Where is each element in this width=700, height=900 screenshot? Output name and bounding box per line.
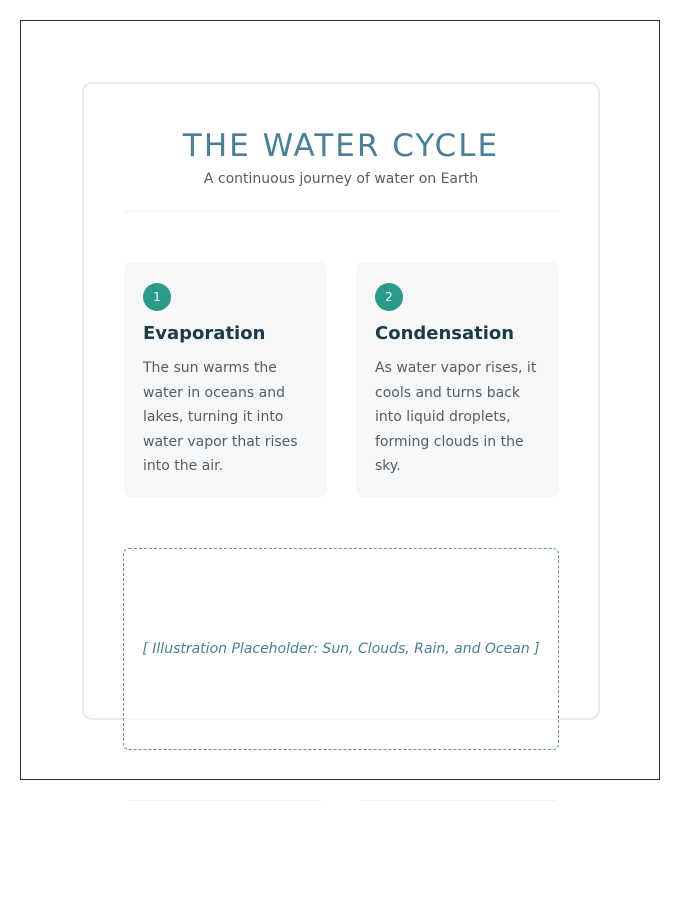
step-number-badge: 2 [375, 283, 403, 311]
step-description: As water vapor rises, it cools and turns back into liquid droplets, forming clouds in the sky. [375, 360, 537, 474]
step-title: Evaporation [143, 323, 266, 344]
step-description: The sun warms the water in oceans and lakes, turning it into water vapor that rises into the air. [143, 360, 298, 474]
header-divider [124, 211, 558, 212]
step-card-evaporation [124, 262, 327, 497]
step-number-badge: 1 [143, 283, 171, 311]
illustration-placeholder-text: [ Illustration Placeholder: Sun, Clouds, Rain, and Ocean ] [142, 641, 540, 657]
step-title: Condensation [375, 323, 515, 344]
step-card-condensation [356, 262, 559, 497]
page-subtitle: A continuous journey of water on Earth [203, 171, 479, 187]
illustration-placeholder [123, 548, 559, 750]
overflow-divider-left [128, 800, 322, 801]
page-title: THE WATER CYCLE [182, 128, 500, 164]
overflow-divider-right [360, 800, 556, 801]
